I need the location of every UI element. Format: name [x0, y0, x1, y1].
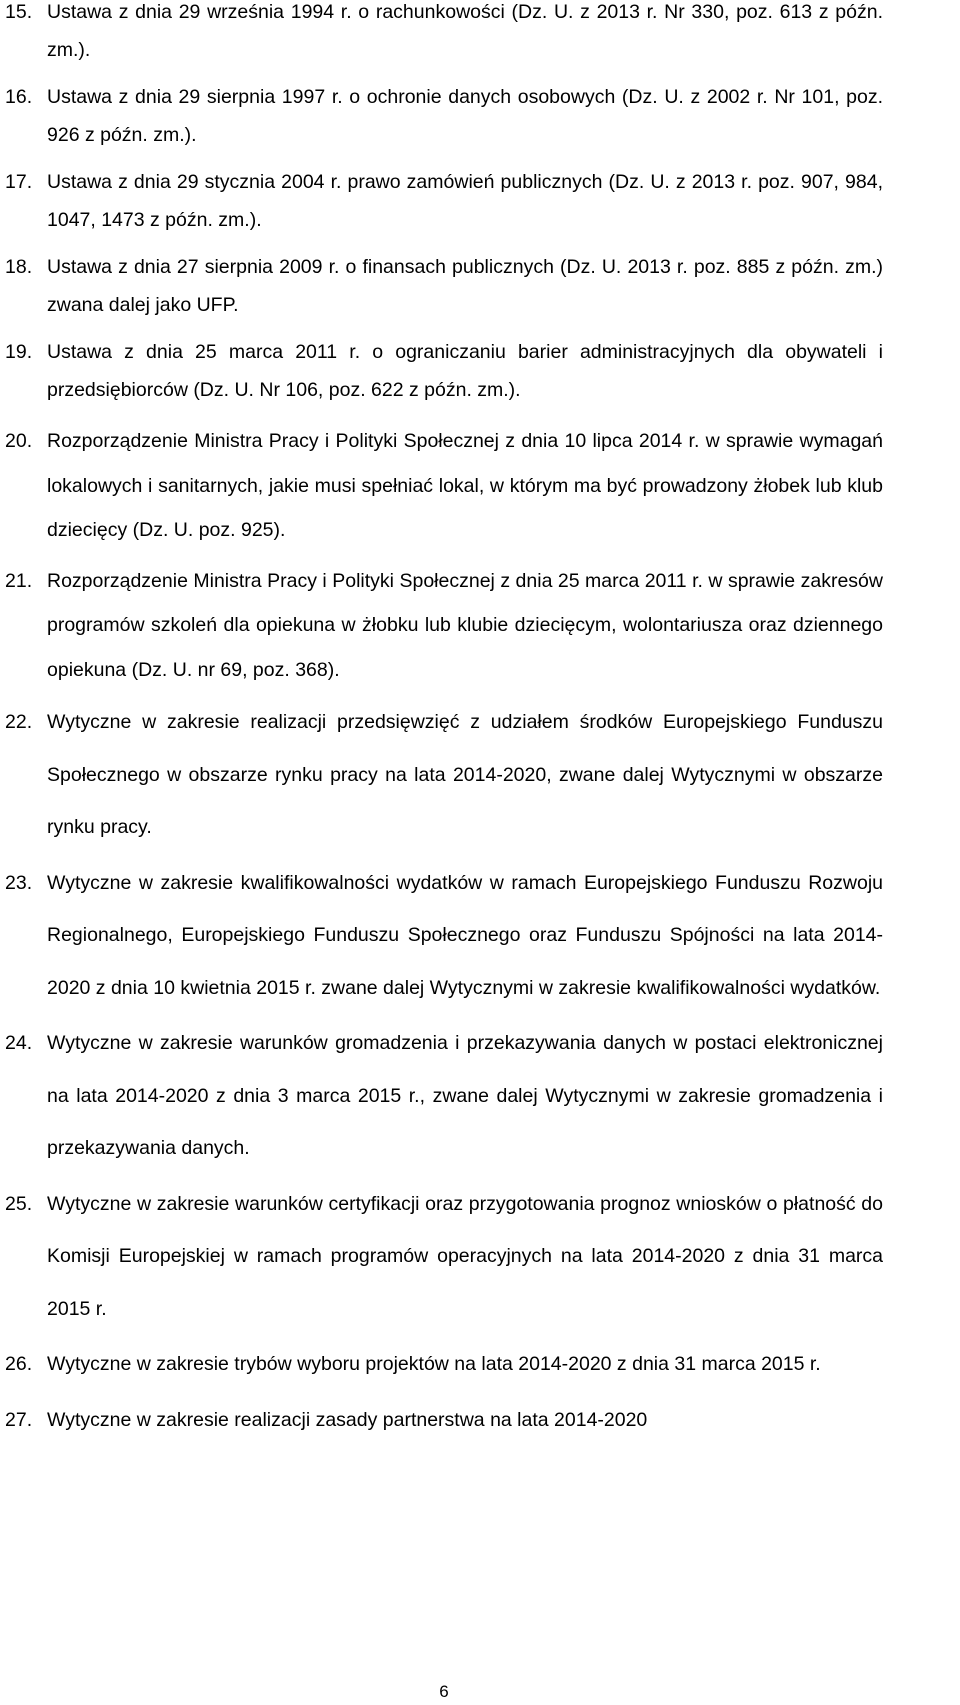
list-item-text: Wytyczne w zakresie trybów wyboru projektów na lata 2014-2020 z dnia 31 marca 2015 r. — [47, 1353, 821, 1375]
list-item-number: 19. — [5, 341, 33, 363]
list-item-text: Rozporządzenie Ministra Pracy i Polityki Społecznej z dnia 25 marca 2011 r. w sprawie zakresów programów szkoleń dla opiekuna w żłobku lub klubie dziecięcym, wolontariusza oraz dziennego opiekuna (Dz. U. nr 69, poz. 368). — [47, 569, 883, 681]
list-item-text: Rozporządzenie Ministra Pracy i Polityki Społecznej z dnia 10 lipca 2014 r. w sprawie wymagań lokalowych i sanitarnych, jakie musi spełniać lokal, w którym ma być prowadzony żłobek lub klub dziecięcy (Dz. U. poz. 925). — [47, 430, 883, 541]
list-item-text: Ustawa z dnia 29 stycznia 2004 r. prawo zamówień publicznych (Dz. U. z 2013 r. poz. 907, 984, 1047, 1473 z późn. zm.). — [47, 171, 883, 231]
list-item-number: 22. — [5, 711, 33, 733]
list-item — [5, 1178, 883, 1336]
list-item-text: Wytyczne w zakresie warunków gromadzenia i przekazywania danych w postaci elektronicznej na lata 2014-2020 z dnia 3 marca 2015 r., zwane dalej Wytycznymi w zakresie gromadzenia i przekazywania danych. — [47, 1032, 883, 1159]
list-item-number: 25. — [5, 1192, 33, 1215]
list-item-text: Wytyczne w zakresie realizacji przedsięwzięć z udziałem środków Europejskiego Funduszu Społecznego w obszarze rynku pracy na lata 2014-2020, zwane dalej Wytycznymi w obszarze rynku pracy. — [47, 711, 883, 838]
list-item — [5, 0, 883, 69]
list-item-text: Wytyczne w zakresie kwalifikowalności wydatków w ramach Europejskiego Funduszu Rozwoju Regionalnego, Europejskiego Funduszu Społecznego oraz Funduszu Spójności na lata 2014-2020 z dnia 10 kwietnia 2015 r. zwane dalej Wytycznymi w zakresie kwalifikowalności wydatków. — [47, 871, 883, 999]
list-item-text: Wytyczne w zakresie realizacji zasady partnerstwa na lata 2014-2020 — [47, 1408, 648, 1431]
list-item-number: 26. — [5, 1353, 33, 1375]
list-item-number: 24. — [5, 1032, 33, 1054]
list-item-number: 23. — [5, 871, 33, 894]
legal-acts-list — [5, 0, 883, 1446]
list-item — [5, 1338, 883, 1391]
page-number: 6 — [439, 1682, 449, 1701]
list-item — [5, 249, 883, 324]
list-item — [5, 419, 883, 553]
list-item — [5, 164, 883, 239]
list-item-number: 17. — [5, 171, 33, 193]
list-item — [5, 857, 883, 1015]
list-item-text: Ustawa z dnia 29 sierpnia 1997 r. o ochronie danych osobowych (Dz. U. z 2002 r. Nr 101, poz. 926 z późn. zm.). — [47, 86, 883, 146]
list-item-number: 20. — [5, 430, 33, 452]
list-item-number: 21. — [5, 569, 33, 592]
list-item — [5, 559, 883, 693]
list-item-text: Ustawa z dnia 27 sierpnia 2009 r. o finansach publicznych (Dz. U. 2013 r. poz. 885 z późn. zm.) zwana dalej jako UFP. — [47, 256, 883, 316]
list-item-number: 15. — [5, 1, 33, 23]
list-item — [5, 1017, 883, 1175]
list-item-text: Wytyczne w zakresie warunków certyfikacji oraz przygotowania prognoz wniosków o płatność do Komisji Europejskiej w ramach programów operacyjnych na lata 2014-2020 z dnia 31 marca 2015 r. — [47, 1192, 883, 1320]
list-item-number: 18. — [5, 256, 33, 278]
list-item-text: Ustawa z dnia 25 marca 2011 r. o ograniczaniu barier administracyjnych dla obywateli i przedsiębiorców (Dz. U. Nr 106, poz. 622 z późn. zm.). — [47, 341, 883, 401]
list-item-text: Ustawa z dnia 29 września 1994 r. o rachunkowości (Dz. U. z 2013 r. Nr 330, poz. 613 z późn. zm.). — [47, 1, 883, 61]
list-item — [5, 696, 883, 854]
list-item — [5, 79, 883, 154]
list-item-number: 27. — [5, 1408, 33, 1431]
list-item — [5, 334, 883, 409]
list-item-number: 16. — [5, 86, 33, 108]
list-item — [5, 1394, 883, 1447]
